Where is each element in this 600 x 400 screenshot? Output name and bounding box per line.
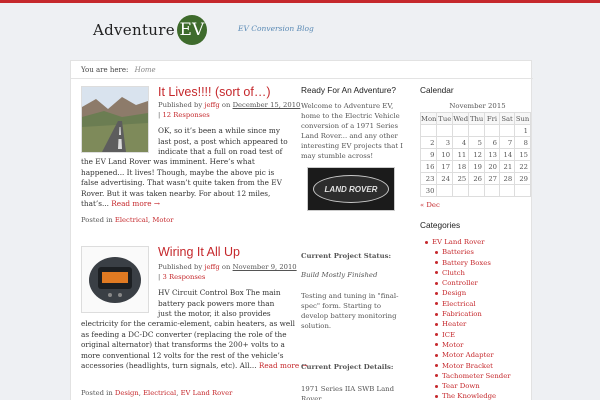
excerpt-line: battery pack powers more than [158,298,275,308]
bullet-icon [435,354,438,357]
calendar-prev-link[interactable]: « Dec [420,201,440,209]
category-link[interactable]: Motor [152,216,174,224]
posted-in-label: Posted in [81,216,113,224]
widget-title: Ready For An Adventure? [301,85,397,95]
categories-list [425,237,511,400]
status-label: Current Project Status: [301,252,392,260]
calendar-day: 8 [515,137,531,149]
calendar-day: 19 [469,161,485,173]
excerpt-line: as feeding a DC-DC converter (replacing the role of the [81,329,287,339]
weekday-header: Tue [438,114,452,123]
post-categories: Posted in Design, Electrical, EV Land Rover [81,389,233,397]
calendar-day: 6 [484,137,499,149]
category-link[interactable]: Controller [442,279,478,288]
category-item[interactable] [425,319,511,329]
calendar-day [499,185,514,197]
calendar-day: 23 [421,173,437,185]
excerpt-line: last post, a post which appeared to [158,136,288,146]
post-responses [158,273,205,281]
calendar-week [421,173,531,185]
category-link[interactable]: Tear Down [442,382,480,391]
weekday-header: Thu [469,114,484,123]
road-photo-icon [82,87,148,152]
logo-badge: EV [177,15,207,45]
calendar-day: 21 [499,161,514,173]
calendar-month: November 2015 [449,102,506,110]
top-accent-bar [0,0,600,3]
text-line: solution. [301,322,332,330]
category-link[interactable]: Design [114,389,139,397]
category-link[interactable]: Design [442,289,467,298]
on-label: on [221,101,231,109]
bullet-icon [435,374,438,377]
calendar-day: 11 [453,149,469,161]
excerpt-line: more conventional 12 volts for the rest of the vehicle’s [81,350,284,360]
calendar-day: 22 [515,161,531,173]
category-link[interactable]: Batteries [442,248,474,257]
post-meta [158,101,300,109]
category-link[interactable]: Heater [442,320,467,329]
bullet-icon [435,323,438,326]
calendar-day: 14 [499,149,514,161]
post-excerpt [158,126,288,158]
category-link[interactable]: Electrical [442,299,476,308]
weekday-header: Mon [421,114,437,123]
calendar-day: 1 [515,125,531,137]
calendar-week [421,185,531,197]
site-logo[interactable] [93,14,207,46]
category-link[interactable]: Clutch [442,268,465,277]
read-more-link[interactable]: Read more → [111,199,160,208]
calendar-table [420,112,531,197]
category-link[interactable]: Tachometer Sender [442,371,511,380]
text-line: 1971 Series IIA SWB Land [301,385,395,393]
calendar-day [515,185,531,197]
content-panel [70,60,532,400]
land-rover-badge [307,167,395,211]
category-item[interactable] [425,340,511,350]
calendar-day: 18 [453,161,469,173]
excerpt-line: just the motor, it also provides [158,309,271,318]
author-link[interactable]: jeffg [204,263,220,271]
bullet-icon [435,385,438,388]
weekday-header: Fri [484,113,499,125]
calendar-week [421,149,531,161]
categories-title: Categories [420,220,461,230]
calendar-day [469,125,485,137]
category-item[interactable] [425,350,511,360]
category-item[interactable] [425,268,511,278]
category-item[interactable] [425,361,511,371]
calendar-day [437,185,453,197]
calendar-day [437,125,453,137]
post-title-link[interactable]: Wiring It All Up [158,245,240,259]
bullet-icon [435,292,438,295]
author-link[interactable]: jeffg [204,101,220,109]
calendar-day: 5 [469,137,485,149]
calendar-header-row [421,113,531,125]
text-line: Land Rover... and any other [301,132,398,140]
post-responses [158,111,210,119]
land-rover-badge-label: LAND ROVER [313,175,389,203]
calendar-day [421,125,437,137]
breadcrumb-prefix: You are here: [81,66,129,74]
category-link[interactable]: Fabrication [442,310,482,319]
category-link[interactable]: EV Land Rover [180,389,233,397]
excerpt-line: original alternator) that transforms the 200+ volts to a [81,340,285,349]
post-excerpt-wide [81,157,282,210]
responses-link[interactable]: 12 Responses [162,111,210,119]
category-link[interactable]: Electrical [114,216,149,224]
meta-separator: | [158,111,161,119]
bullet-icon [435,333,438,336]
calendar-day [469,185,485,197]
published-by-label: Published by [158,263,203,271]
category-item[interactable] [425,330,511,340]
post-thumbnail[interactable] [81,246,149,313]
bullet-icon [435,343,438,346]
welcome-text [301,101,403,161]
responses-link[interactable]: 3 Responses [162,273,206,281]
post-meta [158,263,297,271]
excerpt-line: indicate that a full on road test of [158,147,283,156]
calendar-day: 20 [484,161,499,173]
category-item[interactable] [425,381,511,391]
category-item[interactable] [425,237,511,247]
calendar-week [421,137,531,149]
text-line: may stumble across! [301,152,374,160]
post-date[interactable]: November 9, 2010 [232,263,297,271]
bullet-icon [435,313,438,316]
bullet-icon [435,271,438,274]
post-categories: Posted in Electrical, Motor [81,216,174,224]
calendar-day: 4 [453,137,469,149]
calendar-day: 3 [437,137,453,149]
calendar-day: 2 [421,137,437,149]
calendar-day [484,185,499,197]
category-item[interactable] [425,391,511,400]
calendar-day [484,125,499,137]
calendar-day: 26 [469,173,485,185]
category-link[interactable]: The Knowledge [442,392,497,400]
calendar-day [453,185,469,197]
category-item[interactable] [425,247,511,257]
category-item[interactable] [425,278,511,288]
text-line: Welcome to Adventure EV, [301,102,394,110]
calendar-day [499,125,514,137]
breadcrumb-home-link[interactable]: Home [134,66,156,74]
bullet-icon [435,282,438,285]
category-item[interactable] [425,309,511,319]
weekday-header: Sun [515,114,530,123]
excerpt-line: accessories (headlights, turn signals, etc). All... [81,361,257,370]
site-tagline: EV Conversion Blog [238,24,314,33]
text-line: develop battery monitoring [301,312,397,320]
calendar-day: 30 [421,185,437,197]
calendar-day: 28 [499,173,514,185]
bullet-icon [435,395,438,398]
bullet-icon [435,302,438,305]
text-line: spec" form. Starting to [301,302,381,310]
status-value: Build Mostly Finished [301,271,378,279]
weekday-header: Sat [501,114,513,123]
text-line: home to the Electric Vehicle [301,112,400,120]
excerpt-line: the EV Land Rover was imminent. Here’s what [81,157,255,166]
battery-meter-photo-icon [82,247,148,312]
posted-in-label: Posted in [81,389,113,397]
category-link[interactable]: ICE [442,330,456,339]
read-more-link[interactable]: Read more → [258,361,308,370]
status-description [301,291,398,331]
calendar-day: 10 [437,149,453,161]
excerpt-line: electricity for the ceramic-element, cabin heaters, as well [81,319,295,328]
details-text [301,384,394,400]
text-line: conversion of a 1971 Series [301,122,399,130]
excerpt-line: Rover. But it was taken nearby. For about 12 miles, [81,188,271,198]
category-link[interactable]: EV Land Rover [432,238,485,246]
bullet-icon [425,241,428,244]
calendar-day: 17 [437,161,453,173]
post-thumbnail[interactable] [81,86,149,153]
breadcrumb [81,66,156,74]
post-excerpt-wide [81,319,308,372]
category-item[interactable] [425,371,511,381]
text-line: Testing and tuning in "final- [301,292,399,300]
calendar-day: 12 [469,149,485,161]
calendar-day: 27 [484,173,499,185]
calendar-day: 15 [515,149,531,161]
post-title-link[interactable]: It Lives!!!! (sort of…) [158,85,271,99]
category-link[interactable]: Battery Boxes [442,258,491,267]
excerpt-line: happened... It lives! Though, maybe the above pic is [81,167,275,177]
bullet-icon [435,261,438,264]
bullet-icon [435,364,438,367]
category-link[interactable]: Motor Adapter [442,351,494,360]
header-divider [71,78,533,79]
details-label: Current Project Details: [301,363,394,371]
excerpt-line: that’s... [81,199,109,208]
post-excerpt [158,288,281,320]
meta-separator: | [158,273,161,281]
text-line: Rover [301,395,322,400]
on-label: on [221,263,231,271]
excerpt-line: OK, so it’s been a while since my [158,126,280,135]
weekday-header: Wed [453,114,469,123]
excerpt-line: HV Circuit Control Box The main [158,288,281,297]
calendar-day [453,125,469,137]
category-link[interactable]: Motor Bracket [442,361,493,370]
bullet-icon [435,251,438,254]
excerpt-line: false advertising. That wasn’t quite taken from the EV [81,178,282,187]
calendar-day: 29 [515,173,531,185]
logo-word: Adventure [93,21,175,39]
calendar-day: 24 [437,173,453,185]
category-item[interactable] [425,258,511,268]
calendar-day: 9 [421,149,437,161]
category-item[interactable] [425,299,511,309]
calendar-day: 25 [453,173,469,185]
calendar-day: 7 [499,137,514,149]
published-by-label: Published by [158,101,203,109]
post-date[interactable]: December 15, 2010 [232,101,301,109]
category-item[interactable] [425,288,511,298]
calendar-week [421,161,531,173]
calendar-title: Calendar [420,85,454,95]
text-line: interesting EV projects that I [301,142,404,150]
calendar-week [421,125,531,137]
calendar-day: 16 [421,161,437,173]
calendar-day: 13 [484,149,499,161]
category-link[interactable]: Electrical [143,389,177,397]
category-link[interactable]: Motor [442,340,464,349]
